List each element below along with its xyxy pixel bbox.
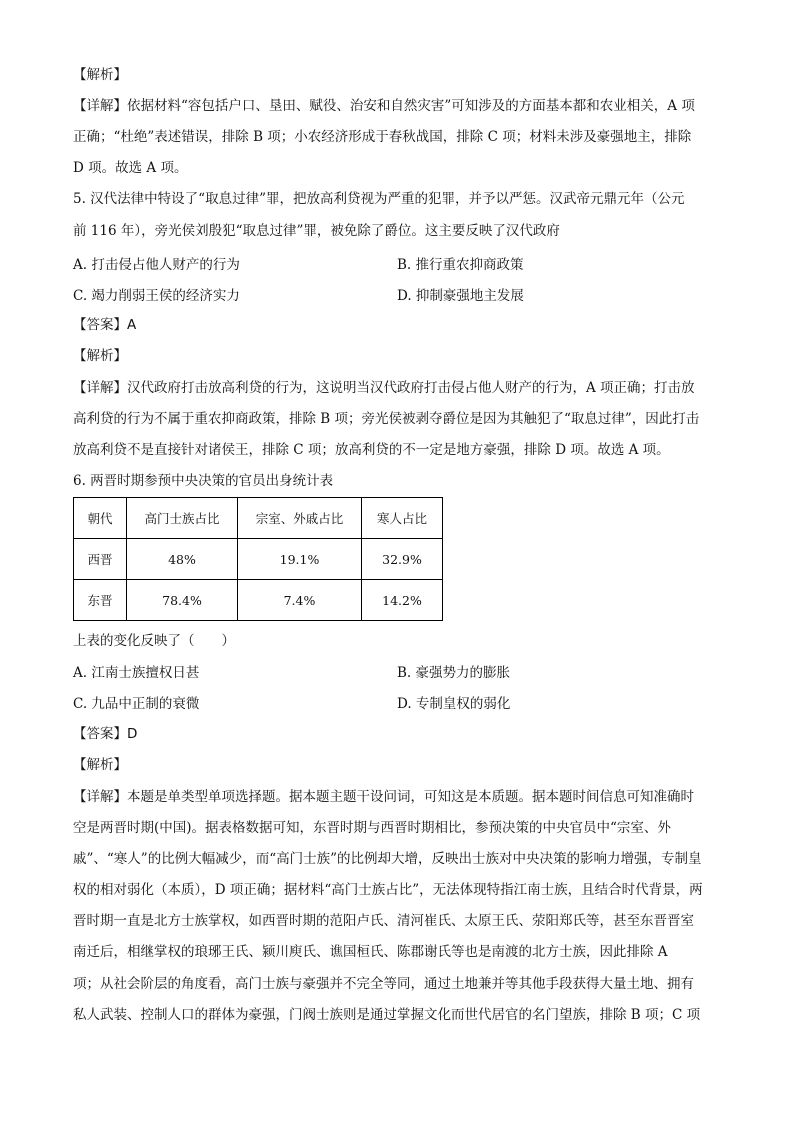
table-cell: 14.2% (362, 580, 443, 621)
q6-option-b: B. 豪强势力的膨胀 (397, 665, 511, 681)
detail-line: 放高利贷不是直接针对诸侯王，排除 C 项；放高利贷的不一定是地方豪强，排除 D 项。故选 A 项。 (73, 442, 670, 458)
q6-option-a: A. 江南士族擅权日甚 (73, 665, 200, 681)
table-row (74, 539, 443, 580)
detail-line: 权的相对弱化（本质），D 项正确；据材料“高门士族占比”，无法体现特指江南士族，且结合时代背景，两 (73, 882, 703, 898)
detail-line: D 项。故选 A 项。 (73, 160, 188, 176)
analysis-tag: 【解析】 (73, 757, 127, 773)
question-6-stem: 6. 两晋时期参预中央决策的官员出身统计表 (73, 473, 334, 489)
question-5-stem: 5. 汉代法律中特设了“取息过律”罪，把放高利贷视为严重的犯罪，并予以严惩。汉武帝元鼎元年（公元 (73, 191, 685, 207)
table-cell: 19.1% (238, 539, 362, 580)
detail-line: 空是两晋时期(中国)。据表格数据可知，东晋时期与西晋时期相比，参预决策的中央官员中“宗室、外 (73, 820, 671, 836)
detail-line: 高利贷的行为不属于重农抑商政策，排除 B 项；旁光侯被剥夺爵位是因为其触犯了“取息过律”，因此打击 (73, 411, 700, 427)
detail-line: 项；从社会阶层的角度看，高门士族与豪强并不完全等同，通过土地兼并等其他手段获得大量土地、拥有 (73, 976, 694, 992)
detail-line: 晋时期一直是北方士族掌权，如西晋时期的范阳卢氏、清河崔氏、太原王氏、荥阳郑氏等，甚至东晋晋室 (73, 913, 694, 929)
q6-answer: 【答案】D (73, 726, 138, 742)
q5-option-a: A. 打击侵占他人财产的行为 (73, 257, 240, 273)
table-cell: 东晋 (74, 580, 127, 621)
q5-option-b: B. 推行重农抑商政策 (397, 257, 524, 273)
q5-option-d: D. 抑制豪强地主发展 (397, 288, 524, 304)
table-cell: 西晋 (74, 539, 127, 580)
question-5-stem: 前 116 年），旁光侯刘殷犯“取息过律”罪，被免除了爵位。这主要反映了汉代政府 (73, 223, 560, 239)
table-cell: 48% (127, 539, 238, 580)
detail-line: 戚”、“寒人”的比例大幅减少，而“高门士族”的比例却大增，反映出士族对中央决策的影响力增强，专制皇 (73, 851, 702, 867)
table-header-cell: 高门士族占比 (127, 498, 238, 539)
table-header-cell: 宗室、外戚占比 (238, 498, 362, 539)
detail-line: 正确；“杜绝”表述错误，排除 B 项；小农经济形成于春秋战国，排除 C 项；材料未涉及豪强地主，排除 (73, 129, 692, 145)
detail-line: 【详解】依据材料“容包括户口、垦田、赋役、治安和自然灾害”可知涉及的方面基本都和农业相关，A 项 (73, 98, 695, 114)
table-cell: 7.4% (238, 580, 362, 621)
q6-option-c: C. 九品中正制的衰微 (73, 696, 200, 712)
detail-line: 私人武装、控制人口的群体为豪强，门阀士族则是通过掌握文化而世代居官的名门望族，排除 B 项；C 项 (73, 1007, 701, 1023)
statistics-table (73, 497, 443, 621)
table-header-cell: 寒人占比 (362, 498, 443, 539)
table-row (74, 580, 443, 621)
table-cell: 32.9% (362, 539, 443, 580)
q6-option-d: D. 专制皇权的弱化 (397, 696, 511, 712)
detail-line: 南迁后，相继掌权的琅琊王氏、颍川庾氏、谯国桓氏、陈郡谢氏等也是南渡的北方士族，因此排除 A (73, 944, 668, 960)
analysis-tag: 【解析】 (73, 348, 127, 364)
table-header-cell: 朝代 (74, 498, 127, 539)
q5-option-c: C. 竭力削弱王侯的经济实力 (73, 288, 240, 304)
question-6-prompt: 上表的变化反映了（ ） (73, 633, 235, 649)
detail-line: 【详解】本题是单类型单项选择题。据本题主题干设问词，可知这是本质题。据本题时间信息可知准确时 (73, 789, 694, 805)
analysis-tag: 【解析】 (73, 67, 127, 83)
table-header-row (74, 498, 443, 539)
table-cell: 78.4% (127, 580, 238, 621)
detail-line: 【详解】汉代政府打击放高利贷的行为，这说明当汉代政府打击侵占他人财产的行为，A 项正确；打击放 (73, 380, 695, 396)
q5-answer: 【答案】A (73, 317, 137, 333)
